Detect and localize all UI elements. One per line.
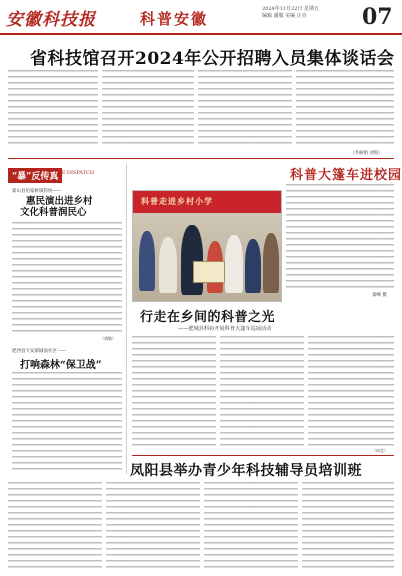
second-body-column-1 [132,336,216,448]
dateline [262,6,319,20]
photo-person [139,231,155,291]
second-body-column-2 [220,336,304,448]
lead-body-column-4 [296,70,394,148]
section-title: 科普安徽 [140,10,209,28]
third-headline: 凤阳县举办青少年科技辅导员培训班 [130,463,362,479]
lead-body-column-1 [8,70,98,148]
third-body-column-3 [204,482,298,570]
news-photo [132,190,282,302]
brief-1-headline-line-1: 惠民演出进乡村 [26,196,93,207]
lead-body-column-2 [102,70,194,148]
section-divider [132,455,394,456]
column-divider [126,164,127,474]
lead-headline: 省科技馆召开2024年公开招聘入员集体谈话会 [30,49,395,69]
photo-person [159,237,177,293]
photo-exhibit-board [193,261,225,283]
page-number: 07 [362,4,393,30]
second-subhead: ——肥城县科协开展科普大篷车巡展活动 [178,326,272,332]
editor-text: 编辑 潘敬 美编 汪亮 [262,13,307,19]
third-body-column-2 [106,482,200,570]
second-credit: （向念） [372,448,388,453]
sidebar-caption-text [286,184,394,292]
lead-reporter-credit: （李丽娟 刘锐） [350,151,383,156]
lead-body-column-3 [198,70,292,148]
third-body-column-1 [8,482,102,570]
brief-1-body [12,222,122,334]
brief-2-body [12,372,122,472]
third-body-column-4 [302,482,394,570]
section-divider [8,158,394,159]
brief-1-kicker: 霍山县伯家桥镇科协—— [12,189,62,194]
photo-person [225,235,243,293]
briefs-tag-english: THE DISPATCH [54,170,95,176]
sidebar-headline: 科普大篷车进校园 [290,168,402,183]
date-text: 2024年11月22日 星期五 [262,6,320,12]
briefs-tag: “暴”反传真 [8,168,62,183]
photo-person [245,239,261,293]
brief-2-headline: 打响森林“保卫战” [20,360,102,371]
brief-2-kicker: 肥西县天安镇城南社区—— [12,349,66,354]
photo-person [181,225,203,295]
second-body-column-3 [308,336,394,448]
brief-1-headline [12,196,122,218]
newspaper-logo: 安徽科技报 [6,10,96,30]
second-headline: 行走在乡间的科普之光 [140,310,276,325]
photo-person [263,233,279,293]
photo-banner-text: 科普走进乡村小学 [141,196,213,206]
photo-credit: 秦峰 摄 [372,293,387,298]
brief-1-headline-line-2: 文化科普润民心 [20,207,87,218]
masthead-rule [0,33,402,35]
brief-1-credit: （胡敏） [100,336,116,341]
